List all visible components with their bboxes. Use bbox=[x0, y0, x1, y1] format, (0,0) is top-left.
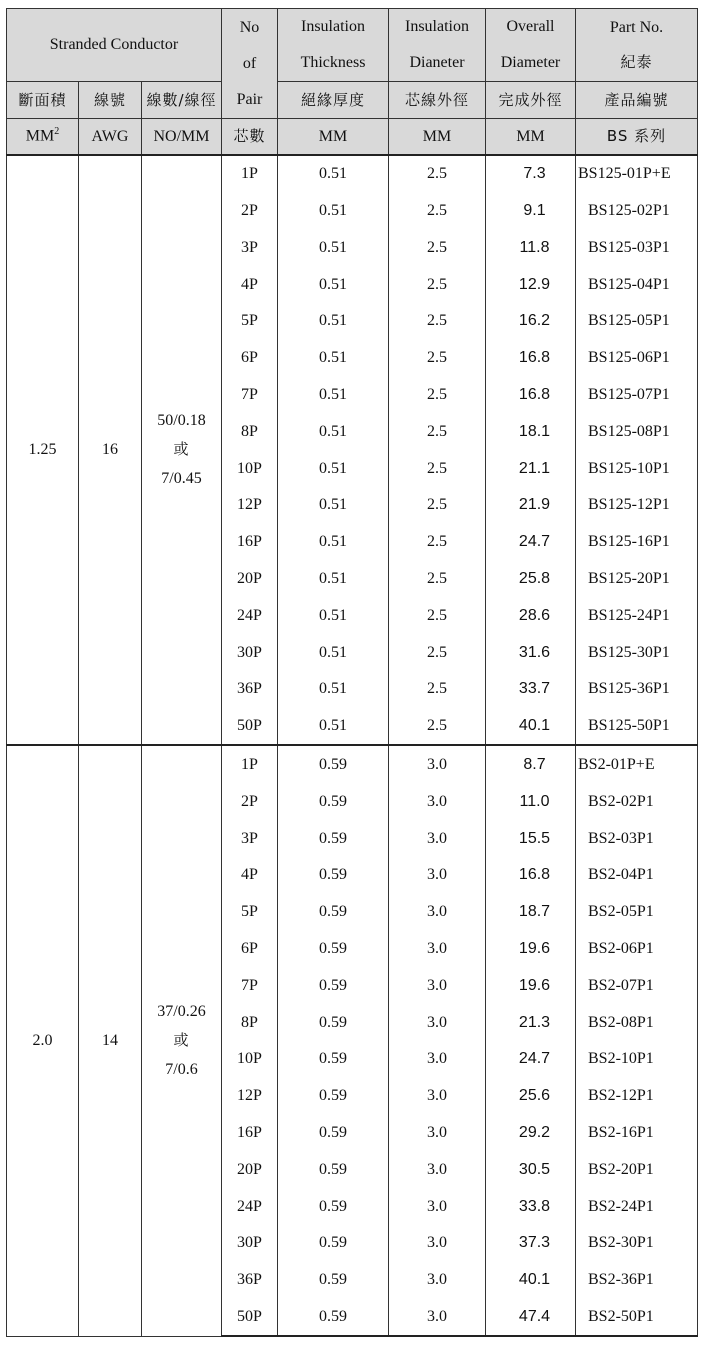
overall-diameter-cell: 19.6 bbox=[486, 930, 576, 967]
pair-count-cell: 12P bbox=[222, 1077, 278, 1114]
pair-count-cell: 16P bbox=[222, 1114, 278, 1151]
pair-count-cell: 2P bbox=[222, 783, 278, 820]
insulation-diameter-cell: 3.0 bbox=[389, 1225, 486, 1262]
part-number-cell: BS125-36P1 bbox=[576, 671, 698, 708]
insulation-thickness-cell: 0.59 bbox=[278, 1004, 389, 1041]
part-number-cell: BS125-24P1 bbox=[576, 597, 698, 634]
insulation-thickness-cell: 0.51 bbox=[278, 376, 389, 413]
insulation-thickness-cell: 0.59 bbox=[278, 745, 389, 783]
product-code-cn-header: 產品編號 bbox=[576, 82, 698, 119]
overall-diameter-cell: 37.3 bbox=[486, 1225, 576, 1262]
overall-diameter-cell: 33.8 bbox=[486, 1188, 576, 1225]
pair-count-cell: 20P bbox=[222, 1151, 278, 1188]
insulation-thickness-cell: 0.51 bbox=[278, 634, 389, 671]
part-number-cell: BS2-08P1 bbox=[576, 1004, 698, 1041]
insulation-diameter-cell: 2.5 bbox=[389, 560, 486, 597]
insulation-thickness-cell: 0.51 bbox=[278, 523, 389, 560]
no-of-pair-header: No of Pair bbox=[222, 9, 278, 119]
part-number-cell: BS2-50P1 bbox=[576, 1298, 698, 1336]
strand-line: 或 bbox=[173, 1031, 190, 1049]
pair-count-cell: 4P bbox=[222, 266, 278, 303]
insulation-diameter-cell: 2.5 bbox=[389, 523, 486, 560]
part-number-cell: BS125-20P1 bbox=[576, 560, 698, 597]
pair-count-cell: 3P bbox=[222, 229, 278, 266]
part-number-cell: BS2-24P1 bbox=[576, 1188, 698, 1225]
cross-section-cn-header: 斷面積 bbox=[7, 82, 79, 119]
pair-count-cell: 50P bbox=[222, 1298, 278, 1336]
part-number-cell: BS125-05P1 bbox=[576, 303, 698, 340]
insulation-thickness-cell: 0.59 bbox=[278, 1188, 389, 1225]
overall-diameter-cell: 15.5 bbox=[486, 820, 576, 857]
part-number-cell: BS125-12P1 bbox=[576, 487, 698, 524]
insulation-thickness-cell: 0.51 bbox=[278, 487, 389, 524]
insulation-diameter-cell: 3.0 bbox=[389, 1077, 486, 1114]
table-header bbox=[7, 9, 698, 155]
pair-count-cell: 50P bbox=[222, 707, 278, 745]
awg-cell: 14 bbox=[79, 745, 142, 1336]
insulation-diameter-cell: 3.0 bbox=[389, 893, 486, 930]
overall-diameter-cell: 16.8 bbox=[486, 857, 576, 894]
overall-diameter-cell: 33.7 bbox=[486, 671, 576, 708]
insulation-diameter-cell: 3.0 bbox=[389, 1261, 486, 1298]
insulation-diameter-cell: 3.0 bbox=[389, 1041, 486, 1078]
insulation-diameter-cell: 3.0 bbox=[389, 1188, 486, 1225]
strand-cell bbox=[142, 155, 222, 746]
strand-line: 37/0.26 bbox=[157, 1003, 206, 1021]
part-number-cell: BS2-12P1 bbox=[576, 1077, 698, 1114]
part-number-cell: BS2-20P1 bbox=[576, 1151, 698, 1188]
insulation-thickness-header: Insulation Thickness bbox=[278, 9, 389, 82]
pair-count-cell: 3P bbox=[222, 820, 278, 857]
part-number-cell: BS2-05P1 bbox=[576, 893, 698, 930]
insulation-diameter-cell: 2.5 bbox=[389, 634, 486, 671]
insulation-diameter-cell: 2.5 bbox=[389, 339, 486, 376]
insulation-diameter-cell: 2.5 bbox=[389, 303, 486, 340]
insulation-diameter-header: Insulation Dianeter bbox=[389, 9, 486, 82]
overall-diameter-header: Overall Diameter bbox=[486, 9, 576, 82]
pair-count-cell: 30P bbox=[222, 634, 278, 671]
insulation-thickness-cell: 0.51 bbox=[278, 303, 389, 340]
insulation-diameter-cell: 2.5 bbox=[389, 707, 486, 745]
insulation-diameter-cell: 2.5 bbox=[389, 413, 486, 450]
pair-count-cell: 1P bbox=[222, 745, 278, 783]
insulation-thickness-cell: 0.51 bbox=[278, 339, 389, 376]
part-number-cell: BS125-06P1 bbox=[576, 339, 698, 376]
strand-line: 50/0.18 bbox=[157, 412, 206, 430]
part-number-cell: BS125-03P1 bbox=[576, 229, 698, 266]
pair-count-cell: 7P bbox=[222, 376, 278, 413]
insulation-thickness-cell: 0.59 bbox=[278, 783, 389, 820]
overall-diameter-cell: 18.7 bbox=[486, 893, 576, 930]
overall-diameter-cell: 24.7 bbox=[486, 1041, 576, 1078]
pair-count-cell: 6P bbox=[222, 339, 278, 376]
insulation-thickness-cell: 0.51 bbox=[278, 597, 389, 634]
insulation-diameter-cell: 2.5 bbox=[389, 155, 486, 193]
pair-count-cell: 30P bbox=[222, 1225, 278, 1262]
insulation-thickness-cell: 0.59 bbox=[278, 1151, 389, 1188]
insulation-thickness-cell: 0.59 bbox=[278, 1041, 389, 1078]
overall-diameter-cell: 16.8 bbox=[486, 376, 576, 413]
insulation-diameter-cell: 2.5 bbox=[389, 229, 486, 266]
part-number-cell: BS125-30P1 bbox=[576, 634, 698, 671]
insulation-thickness-cell: 0.51 bbox=[278, 155, 389, 193]
part-number-cell: BS125-01P+E bbox=[576, 155, 698, 193]
part-number-cell: BS125-08P1 bbox=[576, 413, 698, 450]
pair-count-cell: 10P bbox=[222, 1041, 278, 1078]
pair-count-cell: 4P bbox=[222, 857, 278, 894]
cable-spec-table bbox=[6, 8, 698, 1337]
pair-count-cell: 12P bbox=[222, 487, 278, 524]
part-number-cell: BS2-10P1 bbox=[576, 1041, 698, 1078]
insulation-diameter-cell: 2.5 bbox=[389, 450, 486, 487]
finished-diameter-cn-header: 完成外徑 bbox=[486, 82, 576, 119]
insulation-thickness-cell: 0.59 bbox=[278, 1114, 389, 1151]
strand-cell bbox=[142, 745, 222, 1336]
strand-line: 7/0.45 bbox=[161, 469, 202, 487]
part-number-cell: BS2-02P1 bbox=[576, 783, 698, 820]
insulation-thickness-cell: 0.59 bbox=[278, 857, 389, 894]
insulation-thickness-cell: 0.59 bbox=[278, 967, 389, 1004]
overall-diameter-cell: 40.1 bbox=[486, 707, 576, 745]
table-row bbox=[7, 155, 698, 193]
part-no-header: Part No. 紀泰 bbox=[576, 9, 698, 82]
insulation-diameter-cell: 3.0 bbox=[389, 1298, 486, 1336]
overall-diameter-cell: 28.6 bbox=[486, 597, 576, 634]
pair-count-cell: 5P bbox=[222, 893, 278, 930]
cross-section-cell: 1.25 bbox=[7, 155, 79, 746]
part-number-cell: BS125-10P1 bbox=[576, 450, 698, 487]
overall-diameter-cell: 18.1 bbox=[486, 413, 576, 450]
part-number-cell: BS125-02P1 bbox=[576, 192, 698, 229]
pair-count-cell: 24P bbox=[222, 1188, 278, 1225]
unit-mm-overall: MM bbox=[486, 119, 576, 155]
unit-mm2: $MM^2$ bbox=[7, 119, 79, 155]
insulation-diameter-cell: 3.0 bbox=[389, 967, 486, 1004]
part-number-cell: BS2-36P1 bbox=[576, 1261, 698, 1298]
table-row bbox=[7, 745, 698, 783]
part-number-cell: BS2-07P1 bbox=[576, 967, 698, 1004]
overall-diameter-cell: 25.8 bbox=[486, 560, 576, 597]
insulation-thickness-cell: 0.51 bbox=[278, 707, 389, 745]
part-number-cell: BS2-30P1 bbox=[576, 1225, 698, 1262]
insulation-thickness-cn-header: 絕緣厚度 bbox=[278, 82, 389, 119]
series-cn: BS 系列 bbox=[576, 119, 698, 155]
overall-diameter-cell: 8.7 bbox=[486, 745, 576, 783]
stranded-conductor-header: Stranded Conductor bbox=[7, 9, 222, 82]
strand-cn-header: 線數/線徑 bbox=[142, 82, 222, 119]
pair-count-cell: 36P bbox=[222, 1261, 278, 1298]
pair-count-cell: 24P bbox=[222, 597, 278, 634]
overall-diameter-cell: 24.7 bbox=[486, 523, 576, 560]
unit-mm-thickness: MM bbox=[278, 119, 389, 155]
insulation-thickness-cell: 0.59 bbox=[278, 893, 389, 930]
table-body bbox=[7, 155, 698, 1337]
pair-count-cell: 1P bbox=[222, 155, 278, 193]
overall-diameter-cell: 11.0 bbox=[486, 783, 576, 820]
overall-diameter-cell: 29.2 bbox=[486, 1114, 576, 1151]
overall-diameter-cell: 7.3 bbox=[486, 155, 576, 193]
overall-diameter-cell: 21.9 bbox=[486, 487, 576, 524]
insulation-diameter-cell: 3.0 bbox=[389, 1004, 486, 1041]
core-diameter-cn-header: 芯線外徑 bbox=[389, 82, 486, 119]
pair-count-cell: 20P bbox=[222, 560, 278, 597]
part-number-cell: BS2-01P+E bbox=[576, 745, 698, 783]
insulation-thickness-cell: 0.59 bbox=[278, 1225, 389, 1262]
overall-diameter-cell: 16.8 bbox=[486, 339, 576, 376]
insulation-thickness-cell: 0.51 bbox=[278, 450, 389, 487]
insulation-thickness-cell: 0.59 bbox=[278, 930, 389, 967]
pair-count-cell: 5P bbox=[222, 303, 278, 340]
overall-diameter-cell: 21.3 bbox=[486, 1004, 576, 1041]
unit-mm-insulation: MM bbox=[389, 119, 486, 155]
insulation-diameter-cell: 3.0 bbox=[389, 857, 486, 894]
part-number-cell: BS2-04P1 bbox=[576, 857, 698, 894]
strand-line: 7/0.6 bbox=[165, 1060, 198, 1078]
pair-count-cell: 10P bbox=[222, 450, 278, 487]
insulation-thickness-cell: 0.51 bbox=[278, 266, 389, 303]
overall-diameter-cell: 25.6 bbox=[486, 1077, 576, 1114]
pair-count-cell: 7P bbox=[222, 967, 278, 1004]
unit-awg: AWG bbox=[79, 119, 142, 155]
insulation-diameter-cell: 2.5 bbox=[389, 597, 486, 634]
pair-count-cell: 36P bbox=[222, 671, 278, 708]
unit-cores-cn: 芯數 bbox=[222, 119, 278, 155]
part-number-cell: BS125-04P1 bbox=[576, 266, 698, 303]
insulation-diameter-cell: 2.5 bbox=[389, 671, 486, 708]
part-number-cell: BS125-16P1 bbox=[576, 523, 698, 560]
part-number-cell: BS2-06P1 bbox=[576, 930, 698, 967]
awg-cell: 16 bbox=[79, 155, 142, 746]
insulation-diameter-cell: 2.5 bbox=[389, 487, 486, 524]
insulation-diameter-cell: 3.0 bbox=[389, 930, 486, 967]
gauge-cn-header: 線號 bbox=[79, 82, 142, 119]
insulation-diameter-cell: 2.5 bbox=[389, 192, 486, 229]
insulation-diameter-cell: 3.0 bbox=[389, 1151, 486, 1188]
overall-diameter-cell: 31.6 bbox=[486, 634, 576, 671]
pair-count-cell: 16P bbox=[222, 523, 278, 560]
insulation-diameter-cell: 3.0 bbox=[389, 783, 486, 820]
insulation-diameter-cell: 3.0 bbox=[389, 1114, 486, 1151]
part-number-cell: BS2-03P1 bbox=[576, 820, 698, 857]
overall-diameter-cell: 19.6 bbox=[486, 967, 576, 1004]
overall-diameter-cell: 30.5 bbox=[486, 1151, 576, 1188]
overall-diameter-cell: 40.1 bbox=[486, 1261, 576, 1298]
pair-count-cell: 2P bbox=[222, 192, 278, 229]
overall-diameter-cell: 9.1 bbox=[486, 192, 576, 229]
insulation-diameter-cell: 3.0 bbox=[389, 820, 486, 857]
insulation-thickness-cell: 0.51 bbox=[278, 413, 389, 450]
insulation-diameter-cell: 3.0 bbox=[389, 745, 486, 783]
part-number-cell: BS125-50P1 bbox=[576, 707, 698, 745]
insulation-diameter-cell: 2.5 bbox=[389, 376, 486, 413]
part-number-cell: BS125-07P1 bbox=[576, 376, 698, 413]
overall-diameter-cell: 11.8 bbox=[486, 229, 576, 266]
cross-section-cell: 2.0 bbox=[7, 745, 79, 1336]
overall-diameter-cell: 21.1 bbox=[486, 450, 576, 487]
insulation-thickness-cell: 0.59 bbox=[278, 1298, 389, 1336]
insulation-thickness-cell: 0.59 bbox=[278, 820, 389, 857]
insulation-thickness-cell: 0.51 bbox=[278, 560, 389, 597]
unit-no-mm: NO/MM bbox=[142, 119, 222, 155]
insulation-thickness-cell: 0.59 bbox=[278, 1261, 389, 1298]
strand-line: 或 bbox=[173, 440, 190, 458]
overall-diameter-cell: 12.9 bbox=[486, 266, 576, 303]
overall-diameter-cell: 16.2 bbox=[486, 303, 576, 340]
insulation-thickness-cell: 0.51 bbox=[278, 671, 389, 708]
pair-count-cell: 8P bbox=[222, 1004, 278, 1041]
part-number-cell: BS2-16P1 bbox=[576, 1114, 698, 1151]
insulation-thickness-cell: 0.51 bbox=[278, 192, 389, 229]
pair-count-cell: 8P bbox=[222, 413, 278, 450]
pair-count-cell: 6P bbox=[222, 930, 278, 967]
overall-diameter-cell: 47.4 bbox=[486, 1298, 576, 1336]
insulation-thickness-cell: 0.51 bbox=[278, 229, 389, 266]
insulation-thickness-cell: 0.59 bbox=[278, 1077, 389, 1114]
insulation-diameter-cell: 2.5 bbox=[389, 266, 486, 303]
